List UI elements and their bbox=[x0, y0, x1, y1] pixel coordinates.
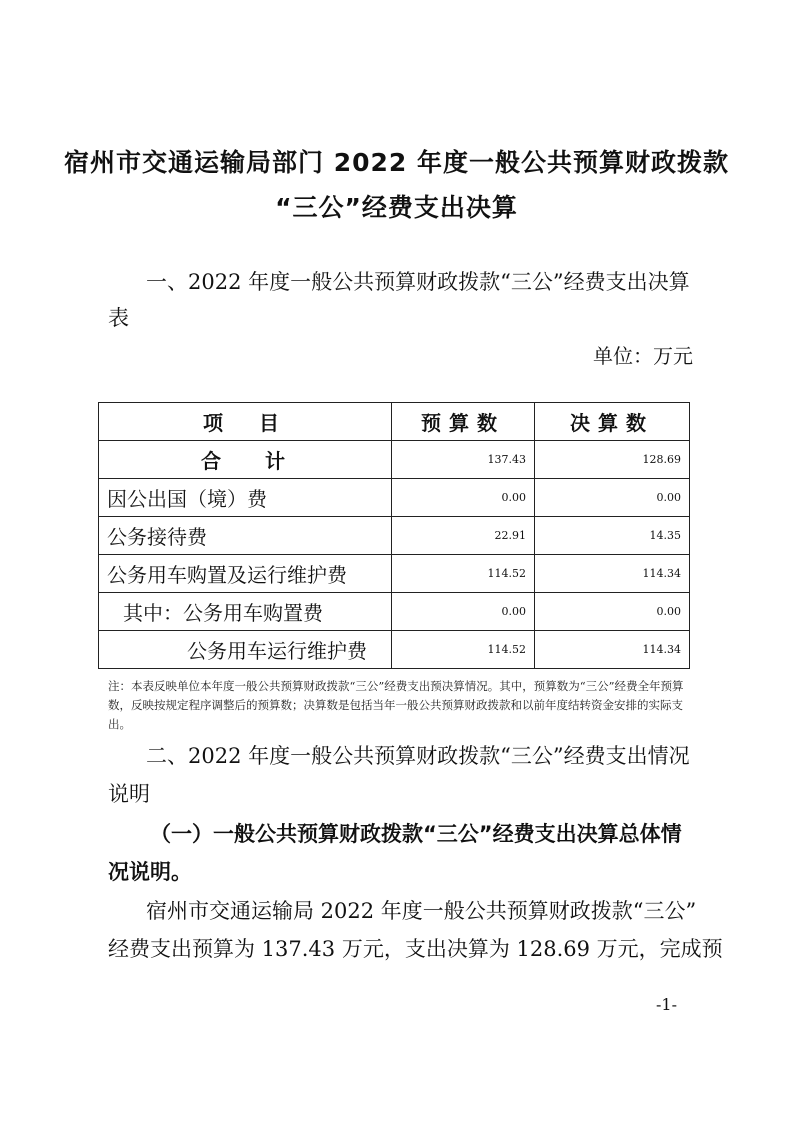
section1-heading-cont: 表 bbox=[108, 306, 129, 330]
header-actual: 决算数 bbox=[535, 403, 690, 441]
row-budget: 114.52 bbox=[392, 631, 535, 669]
row-name: 合 计 bbox=[99, 441, 392, 479]
page-number: -1- bbox=[656, 995, 677, 1014]
row-budget: 0.00 bbox=[392, 593, 535, 631]
table-header-row bbox=[99, 403, 690, 441]
expenditure-table bbox=[98, 402, 690, 669]
row-actual: 114.34 bbox=[535, 631, 690, 669]
row-budget: 114.52 bbox=[392, 555, 535, 593]
document-title-line1: 宿州市交通运输局部门 2022 年度一般公共预算财政拨款 bbox=[64, 148, 729, 177]
row-name: 公务用车购置及运行维护费 bbox=[99, 555, 392, 593]
table-footnote: 注：本表反映单位本年度一般公共预算财政拨款“三公”经费支出预决算情况。其中，预算数为“三公”经费全年预算数，反映按规定程序调整后的预算数；决算数是包括当年一般公共预算财政拨款和以前年度结转资金安排的实际支出。 bbox=[108, 679, 684, 731]
row-name: 其中：公务用车购置费 bbox=[99, 593, 392, 631]
row-actual: 114.34 bbox=[535, 555, 690, 593]
row-actual: 14.35 bbox=[535, 517, 690, 555]
row-budget: 0.00 bbox=[392, 479, 535, 517]
row-actual: 0.00 bbox=[535, 593, 690, 631]
row-actual: 0.00 bbox=[535, 479, 690, 517]
body-paragraph-line2: 经费支出预算为 137.43 万元，支出决算为 128.69 万元，完成预 bbox=[108, 937, 723, 961]
row-budget: 137.43 bbox=[392, 441, 535, 479]
table-row bbox=[99, 479, 690, 517]
table-row bbox=[99, 517, 690, 555]
section2-heading: 二、2022 年度一般公共预算财政拨款“三公”经费支出情况 bbox=[146, 744, 690, 768]
table-row bbox=[99, 555, 690, 593]
header-budget: 预算数 bbox=[392, 403, 535, 441]
row-name: 公务接待费 bbox=[99, 517, 392, 555]
subsection1-heading-cont: 况说明。 bbox=[108, 860, 192, 884]
table-row bbox=[99, 441, 690, 479]
row-budget: 22.91 bbox=[392, 517, 535, 555]
row-name: 因公出国（境）费 bbox=[99, 479, 392, 517]
unit-label: 单位：万元 bbox=[593, 344, 693, 368]
row-name: 公务用车运行维护费 bbox=[99, 631, 392, 669]
section2-heading-cont: 说明 bbox=[108, 782, 150, 806]
table-row bbox=[99, 593, 690, 631]
body-paragraph-line1: 宿州市交通运输局 2022 年度一般公共预算财政拨款“三公” bbox=[146, 899, 697, 923]
subsection1-heading: （一）一般公共预算财政拨款“三公”经费支出决算总体情 bbox=[150, 822, 682, 846]
row-actual: 128.69 bbox=[535, 441, 690, 479]
header-item: 项 目 bbox=[99, 403, 392, 441]
table-row bbox=[99, 631, 690, 669]
document-title-line2: “三公”经费支出决算 bbox=[275, 193, 518, 222]
section1-heading: 一、2022 年度一般公共预算财政拨款“三公”经费支出决算 bbox=[146, 270, 690, 294]
